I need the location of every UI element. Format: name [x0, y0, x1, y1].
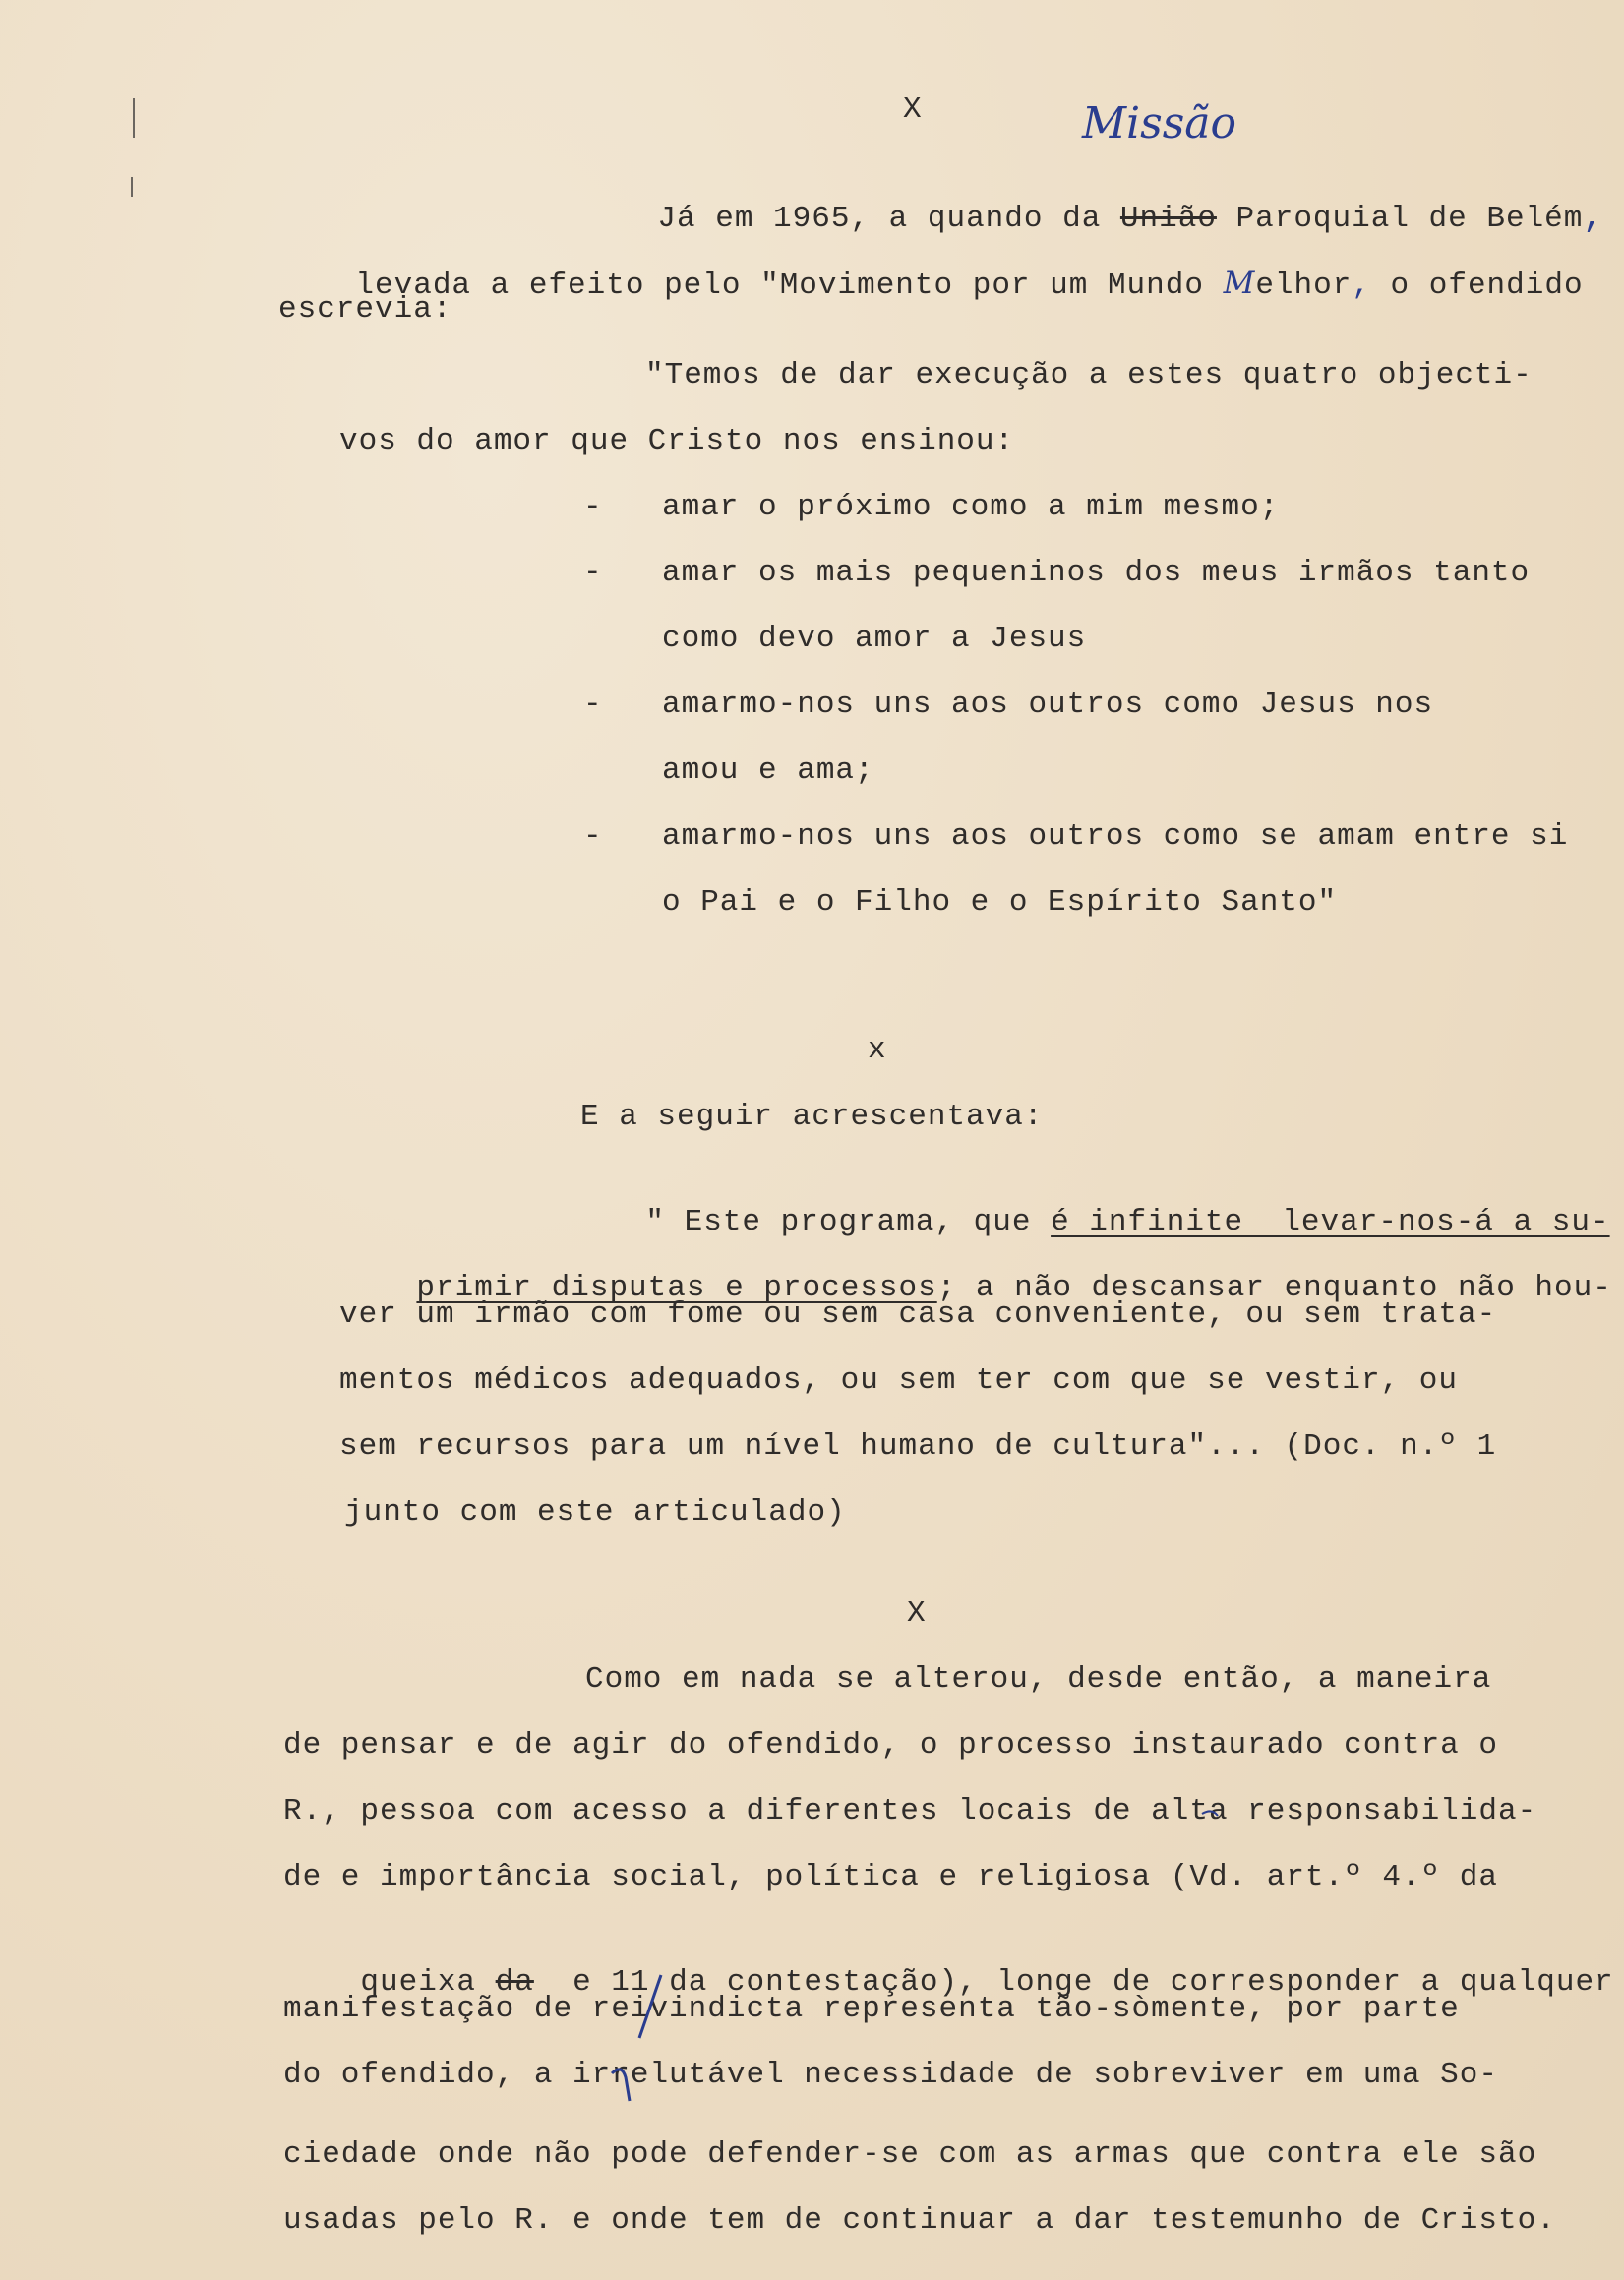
quote-line: ver um irmão com fome ou sem casa conveniente, ou sem trata-: [339, 1297, 1497, 1332]
quote-line: "Temos de dar execução a estes quatro objecti-: [645, 358, 1533, 392]
text-span: e 11 da contestação), longe de corresponder a qualquer: [533, 1965, 1614, 2000]
text-span: Já em 1965, a quando da: [657, 202, 1120, 236]
paragraph-line: Como em nada se alterou, desde então, a maneira: [585, 1662, 1492, 1697]
text-span: ; a não descansar enquanto não hou-: [936, 1271, 1612, 1305]
paragraph-line: do ofendido, a irrelutável necessidade de sobreviver em uma So-: [283, 2058, 1498, 2092]
text-span: queixa: [360, 1965, 496, 2000]
section-marker: X: [903, 92, 923, 127]
bullet-text: amarmo-nos uns aos outros como se amam entre si: [662, 819, 1569, 854]
text-span: elhor: [1255, 269, 1353, 303]
section-marker: X: [907, 1596, 927, 1631]
bullet-text: amar o próximo como a mim mesmo;: [662, 490, 1280, 524]
paragraph-line: R., pessoa com acesso a diferentes locais de alta responsabilida-: [283, 1794, 1537, 1829]
quote-line: vos do amor que Cristo nos ensinou:: [339, 424, 1015, 458]
margin-mark: [131, 177, 133, 197]
underlined-text: é infinite levar-nos-á a su-: [1051, 1205, 1610, 1239]
paragraph-line: E a seguir acrescentava:: [580, 1100, 1044, 1134]
quote-line: mentos médicos adequados, ou sem ter com que se vestir, ou: [339, 1363, 1458, 1398]
handwritten-correction: Missão: [1082, 98, 1237, 149]
bullet-text: o Pai e o Filho e o Espírito Santo": [662, 885, 1338, 920]
paragraph-line: ciedade onde não pode defender-se com as armas que contra ele são: [283, 2137, 1537, 2172]
paragraph-line: de pensar e de agir do ofendido, o processo instaurado contra o: [283, 1728, 1498, 1763]
text-span: " Este programa, que: [645, 1205, 1052, 1239]
bullet-text: amarmo-nos uns aos outros como Jesus nos: [662, 688, 1434, 722]
text-span: levada a efeito pelo "Movimento por um Mundo: [355, 269, 1224, 303]
paragraph-line: usadas pelo R. e onde tem de continuar a dar testemunho de Cristo.: [283, 2203, 1556, 2238]
quote-line: junto com este articulado): [344, 1495, 846, 1530]
quote-line: sem recursos para um nível humano de cultura"... (Doc. n.º 1: [339, 1429, 1497, 1464]
paragraph-line: escrevia:: [278, 292, 452, 327]
paragraph-line: [278, 224, 1584, 345]
section-marker: x: [868, 1033, 887, 1067]
struck-word: União: [1119, 202, 1217, 236]
paragraph-line: de e importância social, política e religiosa (Vd. art.º 4.º da: [283, 1860, 1498, 1894]
struck-word: da: [495, 1965, 534, 2000]
handwritten-comma: ,: [1352, 269, 1371, 303]
bullet-text: amou e ama;: [662, 753, 874, 788]
margin-mark: [133, 98, 135, 138]
handwritten-letter: M: [1223, 266, 1256, 301]
paragraph-line: manifestação de reivindicta representa tão-sòmente, por parte: [283, 1992, 1460, 2026]
bullet-dash: -: [583, 556, 602, 590]
underlined-text: primir disputas e processos: [416, 1271, 937, 1305]
bullet-text: como devo amor a Jesus: [662, 622, 1087, 656]
handwritten-comma: ,: [1583, 200, 1604, 237]
bullet-text: amar os mais pequeninos dos meus irmãos tanto: [662, 556, 1531, 590]
text-span: o ofendido: [1370, 269, 1584, 303]
bullet-dash: -: [583, 490, 602, 524]
bullet-dash: -: [583, 819, 602, 854]
bullet-dash: -: [583, 688, 602, 722]
text-span: Paroquial de Belém: [1216, 202, 1584, 236]
